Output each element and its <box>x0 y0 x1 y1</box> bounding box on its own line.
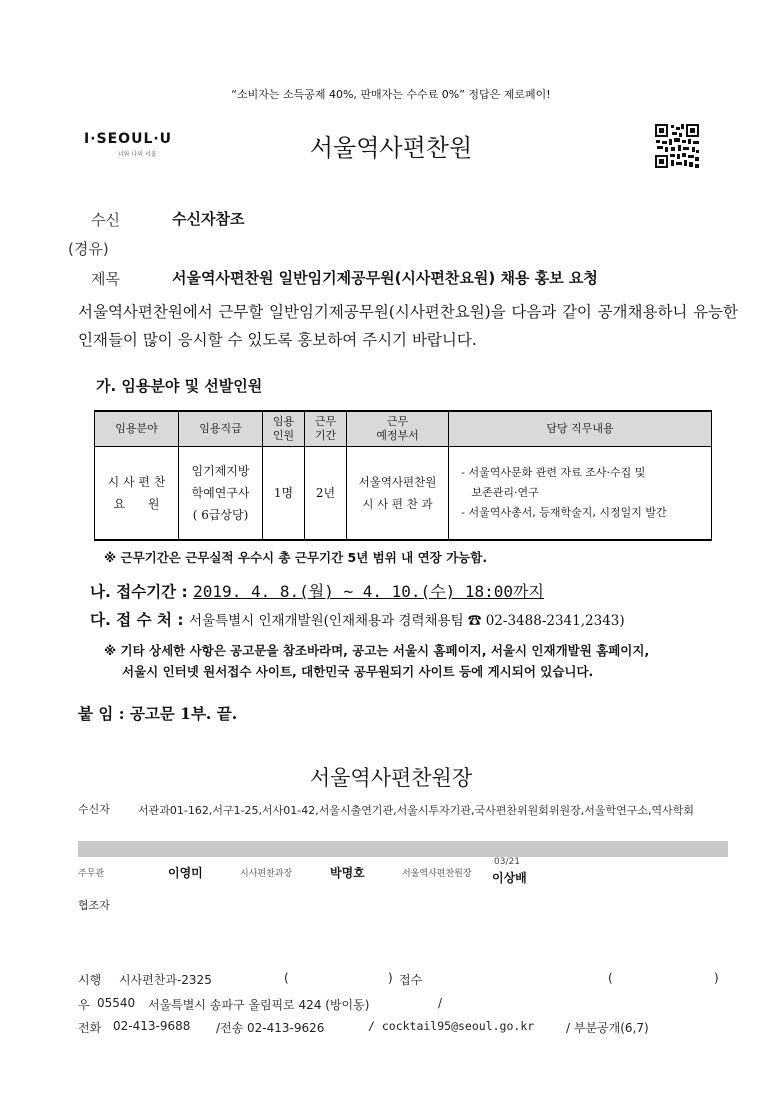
logo-text: I·SEOUL·U <box>84 131 173 147</box>
subject-value: 서울역사편찬원 일반임기제공무원(시사편찬요원) 채용 홍보 요청 <box>172 269 598 287</box>
divider-bar <box>78 841 728 857</box>
cooperator-label: 협조자 <box>78 899 110 912</box>
recipients-value: 서관과01-162,서구1-25,서사01-42,서울시출연기관,서울시투자기관,국사편찬위원회위원장,서울학연구소,역사학회 <box>138 804 695 817</box>
note-details <box>104 640 649 682</box>
exec-value: 시사편찬과-2325 <box>119 973 212 987</box>
phone-label: 전화 <box>78 1021 102 1035</box>
section-a-heading: 가. 임용분야 및 선발인원 <box>96 377 263 395</box>
recipient-value: 수신자참조 <box>172 210 245 228</box>
application-period: 2019. 4. 8.(월) ~ 4. 10.(수) 18:00까지 <box>193 582 544 601</box>
postal-code: 05540 <box>97 996 136 1010</box>
cell-dept: 서울역사편찬원 시 사 편 찬 과 <box>347 447 449 541</box>
logo-subtext: 너와 나의 서울 <box>118 151 157 158</box>
receipt-paren-close: ) <box>714 971 719 985</box>
cell-count: 1명 <box>263 447 305 541</box>
address: 서울특별시 송파구 올림픽로 424 (방이동) <box>148 998 370 1012</box>
attachment-line: 붙 임 : 공고문 1부. 끝. <box>78 704 238 723</box>
email-address: / cocktail95@seoul.go.kr <box>368 1019 535 1033</box>
drafter-name: 이영미 <box>168 866 203 880</box>
fax-number: /전송 02-413-9626 <box>216 1021 325 1035</box>
phone-number: 02-413-9688 <box>113 1019 191 1033</box>
note-details-line2: 서울시 인터넷 원서접수 사이트, 대한민국 공무원되기 사이트 등에 게시되어 있습니다. <box>122 664 594 679</box>
postal-label: 우 <box>78 998 90 1012</box>
reviewer-name: 박명호 <box>330 866 365 880</box>
section-b <box>90 579 544 602</box>
duty-line: 보존관리·연구 <box>461 486 539 499</box>
col-header-rank: 임용직급 <box>179 411 263 447</box>
col-header-count: 임용 인원 <box>263 411 305 447</box>
note-extension: ※ 근무기간은 근무실적 우수시 총 근무기간 5년 범위 내 연장 가능함. <box>104 550 488 565</box>
table-header-row <box>95 411 712 447</box>
drafter-role: 주무관 <box>78 869 105 879</box>
section-c-label: 다. 접 수 처 : <box>90 611 189 629</box>
cell-rank: 임기제지방 학예연구사 ( 6급상당) <box>179 447 263 541</box>
qr-code-icon <box>654 123 700 169</box>
recruitment-table <box>94 410 712 541</box>
approver-role: 서울역사편찬원장 <box>402 869 472 879</box>
recipient-label: 수신 <box>91 211 120 229</box>
col-header-duties: 담당 직무내용 <box>449 411 712 447</box>
cell-field: 시 사 편 찬 요 원 <box>95 447 179 541</box>
table-row <box>95 447 712 541</box>
note-details-line1: ※ 기타 상세한 사항은 공고문을 참조바라며, 공고는 서울시 홈페이지, 서울시 인재개발원 홈페이지, <box>104 643 650 658</box>
signature-title: 서울역사편찬원장 <box>309 766 473 790</box>
receipt-label: 접수 <box>399 973 423 987</box>
col-header-dept: 근무 예정부서 <box>347 411 449 447</box>
exec-label: 시행 <box>78 973 102 987</box>
exec-paren-close: ) <box>388 971 393 985</box>
organization-title: 서울역사편찬원 <box>309 134 473 162</box>
duty-line: - 서울역사문화 관련 자료 조사·수집 및 <box>461 466 646 479</box>
disclosure-status: / 부분공개(6,7) <box>566 1021 649 1035</box>
duty-line: - 서울역사총서, 등재학술지, 시정일지 발간 <box>461 506 667 519</box>
exec-paren-open: ( <box>284 971 289 985</box>
subject-label: 제목 <box>91 270 120 288</box>
address-slash: / <box>438 996 443 1010</box>
section-c <box>90 608 625 630</box>
recipients-label: 수신자 <box>78 803 110 816</box>
approver-name: 이상배 <box>492 871 527 885</box>
body-paragraph: 서울역사편찬원에서 근무할 일반임기제공무원(시사편찬요원)을 다음과 같이 공개채용하니 유능한 인재들이 많이 응시할 수 있도록 홍보하여 주시기 바랍니다. <box>78 303 738 349</box>
reviewer-role: 시사편찬과장 <box>240 869 293 879</box>
receipt-paren-open: ( <box>608 971 613 985</box>
slogan: “소비자는 소득공제 40%, 판매자는 수수료 0%” 정답은 제로페이! <box>231 88 551 101</box>
cell-period: 2년 <box>305 447 347 541</box>
col-header-field: 임용분야 <box>95 411 179 447</box>
cell-duties <box>449 447 712 541</box>
approver-date: 03/21 <box>494 857 520 867</box>
via-label: (경유) <box>68 240 109 258</box>
application-place: 서울특별시 인재개발원(인재채용과 경력채용팀 ☎ 02-3488-2341,2343) <box>188 613 625 629</box>
col-header-period: 근무 기간 <box>305 411 347 447</box>
section-b-label: 나. 접수기간 : <box>90 583 194 601</box>
